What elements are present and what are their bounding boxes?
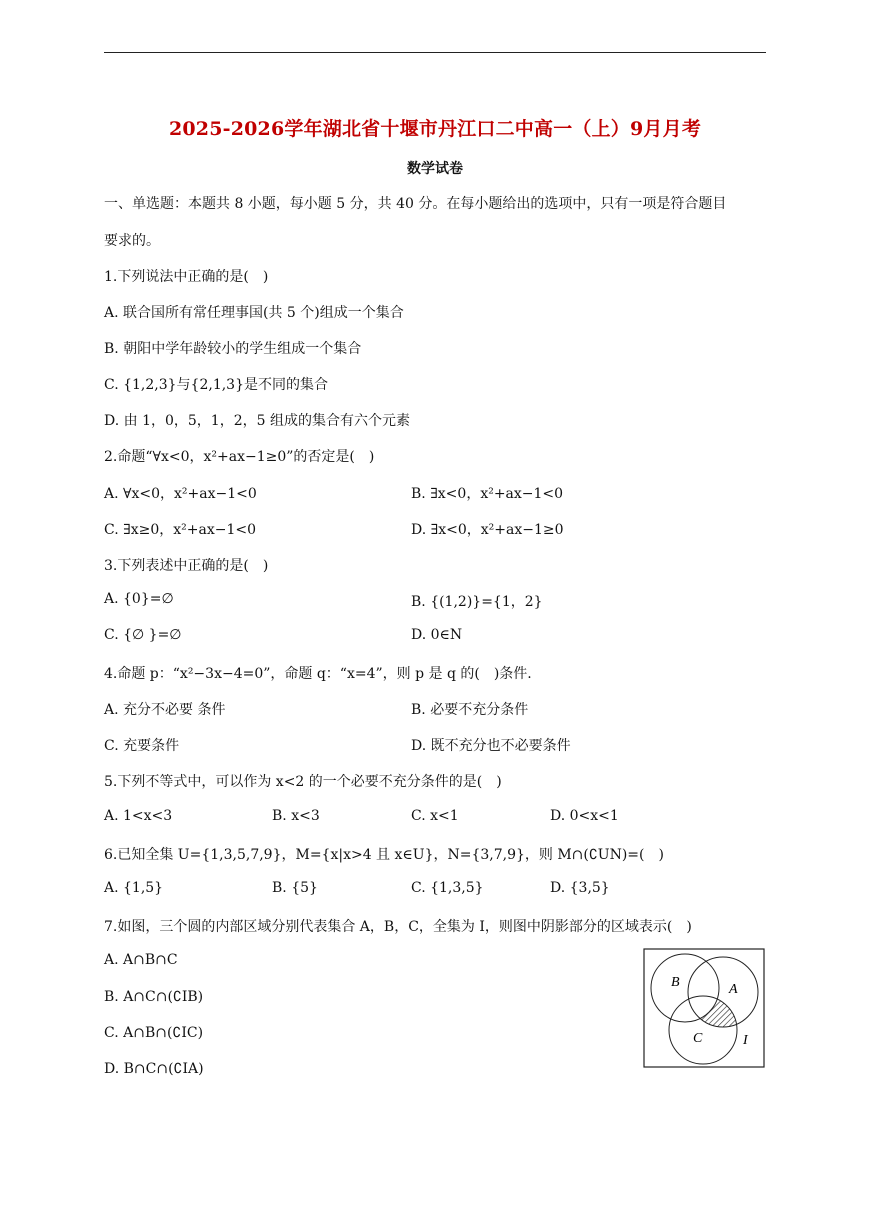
question-4-option-b: B. 必要不充分条件 xyxy=(411,702,529,718)
question-1-option-a: A. 联合国所有常任理事国(共 5 个)组成一个集合 xyxy=(104,305,404,321)
question-1-option-b: B. 朝阳中学年龄较小的学生组成一个集合 xyxy=(104,341,362,357)
venn-label-a: A xyxy=(729,982,738,997)
question-5-option-a: A. 1<x<3 xyxy=(104,808,173,824)
question-3-option-a: A. {0}=∅ xyxy=(104,591,174,607)
question-1-option-c: C. {1,2,3}与{2,1,3}是不同的集合 xyxy=(104,377,328,393)
venn-label-c: C xyxy=(693,1031,703,1046)
venn-diagram-figure xyxy=(643,948,765,1068)
section-instructions-line2: 要求的。 xyxy=(104,233,160,249)
question-6-stem: 6.已知全集 U={1,3,5,7,9}，M={x|x>4 且 x∈U}，N={3,7,9}，则 M∩(∁UN)=( ) xyxy=(104,847,664,863)
question-6-option-a: A. {1,5} xyxy=(104,880,164,896)
question-7-option-d: D. B∩C∩(∁IA) xyxy=(104,1061,204,1077)
question-6-option-c: C. {1,3,5} xyxy=(411,880,484,896)
question-4-option-d: D. 既不充分也不必要条件 xyxy=(411,738,571,754)
page-title: 2025-2026学年湖北省十堰市丹江口二中高一（上）9月月考 xyxy=(168,118,702,140)
question-7-option-a: A. A∩B∩C xyxy=(104,952,178,968)
question-3-option-b: B. {(1,2)}={1，2} xyxy=(411,594,543,610)
question-4-stem: 4.命题 p：“x²−3x−4=0”，命题 q：“x=4”，则 p 是 q 的( )条件. xyxy=(104,666,532,682)
question-7-option-c: C. A∩B∩(∁IC) xyxy=(104,1025,204,1041)
question-7-option-b: B. A∩C∩(∁IB) xyxy=(104,989,204,1005)
question-3-stem: 3.下列表述中正确的是( ) xyxy=(104,558,269,574)
question-6-option-d: D. {3,5} xyxy=(550,880,610,896)
question-3-option-c: C. {∅ }=∅ xyxy=(104,627,182,643)
question-1-option-d: D. 由 1，0，5，1，2，5 组成的集合有六个元素 xyxy=(104,413,410,429)
question-5-option-c: C. x<1 xyxy=(411,808,459,824)
venn-label-b: B xyxy=(671,975,680,990)
page-subtitle: 数学试卷 xyxy=(407,161,463,177)
question-2-option-d: D. ∃x<0，x²+ax−1≥0 xyxy=(411,522,564,538)
question-3-option-d: D. 0∈N xyxy=(411,627,463,643)
section-instructions-line1: 一、单选题：本题共 8 小题，每小题 5 分，共 40 分。在每小题给出的选项中，只有一项是符合题目 xyxy=(104,196,727,212)
question-2-option-c: C. ∃x≥0，x²+ax−1<0 xyxy=(104,522,256,538)
question-4-option-c: C. 充要条件 xyxy=(104,738,180,754)
question-5-stem: 5.下列不等式中，可以作为 x<2 的一个必要不充分条件的是( ) xyxy=(104,774,502,790)
question-2-stem: 2.命题“∀x<0，x²+ax−1≥0”的否定是( ) xyxy=(104,449,375,465)
question-7-stem: 7.如图，三个圆的内部区域分别代表集合 A，B，C，全集为 I，则图中阴影部分的区域表示( ) xyxy=(104,919,692,935)
question-5-option-d: D. 0<x<1 xyxy=(550,808,619,824)
question-5-option-b: B. x<3 xyxy=(272,808,320,824)
question-2-option-b: B. ∃x<0，x²+ax−1<0 xyxy=(411,486,564,502)
question-6-option-b: B. {5} xyxy=(272,880,318,896)
question-2-option-a: A. ∀x<0，x²+ax−1<0 xyxy=(104,486,257,502)
header-rule xyxy=(104,52,766,53)
venn-label-i: I xyxy=(743,1033,748,1048)
question-4-option-a: A. 充分不必要 条件 xyxy=(104,702,226,718)
question-1-stem: 1.下列说法中正确的是( ) xyxy=(104,269,269,285)
